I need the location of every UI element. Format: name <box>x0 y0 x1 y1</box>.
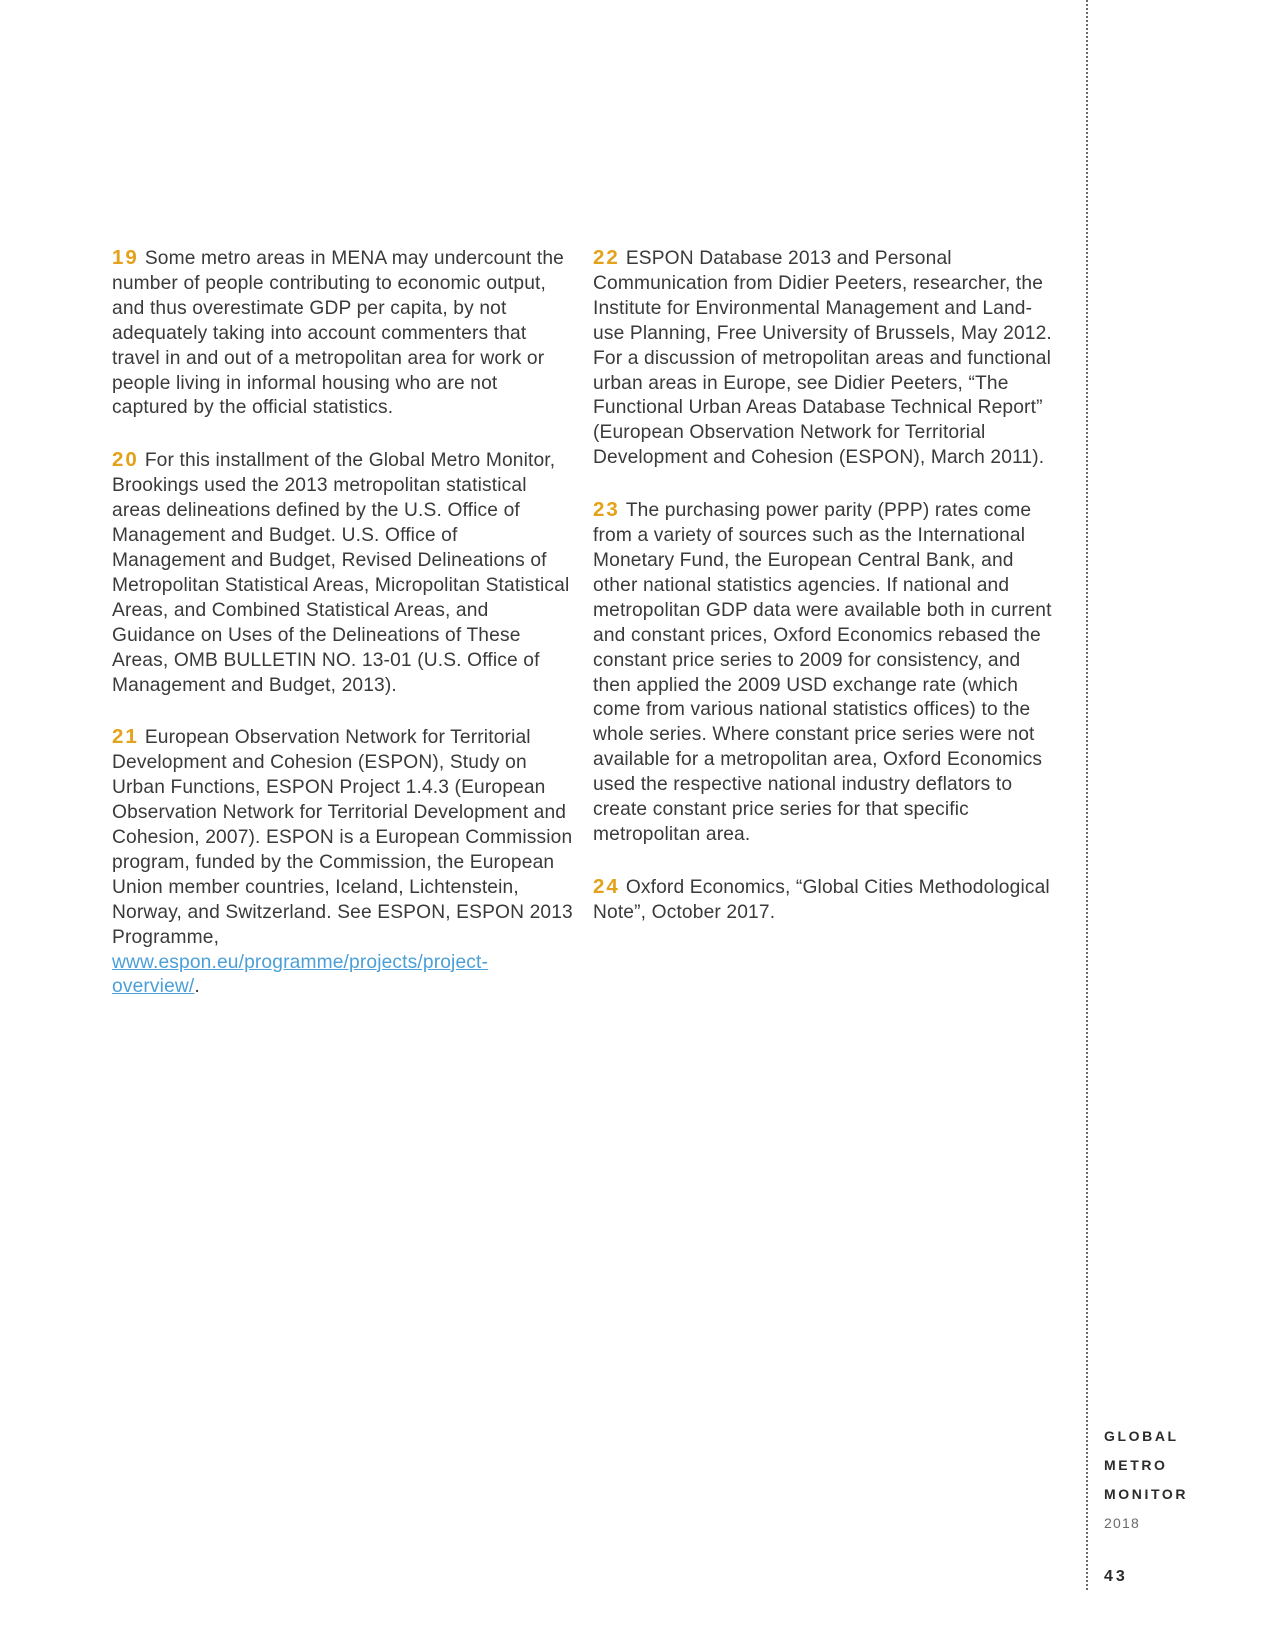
footnote-number: 21 <box>112 725 139 749</box>
footnotes-left-column <box>112 246 574 1027</box>
footnote-text: For this installment of the Global Metro Monitor, Brookings used the 2013 metropolitan statistical areas delineations defined by the U.S. Office of Management and Budget. U.S. Office of Management and Budget, Revised Delineations of Metropolitan Statistical Areas, Micropolitan Statistical Areas, and Combined Statistical Areas, and Guidance on Uses of the Delineations of These Areas, OMB BULLETIN NO. 13-01 (U.S. Office of Management and Budget, 2013). <box>112 450 570 696</box>
footnote-number: 24 <box>593 874 620 898</box>
footnote-22 <box>593 246 1055 471</box>
sidebar-title-metro: METRO <box>1104 1457 1168 1473</box>
sidebar-year: 2018 <box>1104 1515 1140 1531</box>
footnote-24 <box>593 875 1055 926</box>
footnote-text-end: . <box>194 976 200 998</box>
dotted-divider <box>1086 0 1088 1590</box>
sidebar-title-global: GLOBAL <box>1104 1428 1179 1444</box>
footnote-text: European Observation Network for Territorial Development and Cohesion (ESPON), Study on Urban Functions, ESPON Project 1.4.3 (European Observation Network for Territorial Development and Cohesion, 2007). ESPON is a European Commission program, funded by the Commission, the European Union member countries, Iceland, Lichtenstein, Norway, and Switzerland. See ESPON, ESPON 2013 Programme, <box>112 727 573 948</box>
footnotes-right-column <box>593 246 1055 953</box>
footnote-19 <box>112 246 574 421</box>
footnote-number: 22 <box>593 246 620 269</box>
footnote-number: 20 <box>112 448 139 472</box>
footnote-text: Some metro areas in MENA may undercount the number of people contributing to economic output, and thus overestimate GDP per capita, by not adequately taking into account commenters that travel in and out of a metropolitan area for work or people living in informal housing who are not captured by the official statistics. <box>112 248 564 419</box>
footnote-number: 23 <box>593 498 620 522</box>
footnote-23 <box>593 498 1055 848</box>
page-number: 43 <box>1104 1568 1128 1585</box>
espon-link[interactable]: www.espon.eu/programme/projects/project-overview/ <box>112 951 489 998</box>
footnote-20 <box>112 448 574 698</box>
publication-sidebar <box>1104 1422 1188 1538</box>
footnote-text: The purchasing power parity (PPP) rates come from a variety of sources such as the International Monetary Fund, the European Central Bank, and other national statistics agencies. If national and metropolitan GDP data were available both in current and constant prices, Oxford Economics rebased the constant price series to 2009 for consistency, and then applied the 2009 USD exchange rate (which come from various national statistics offices) to the whole series. Where constant price series were not available for a metropolitan area, Oxford Economics used the respective national industry deflators to create constant price series for that specific metropolitan area. <box>593 500 1052 845</box>
footnote-text: ESPON Database 2013 and Personal Communication from Didier Peeters, researcher, the Institute for Environmental Management and Land-use Planning, Free University of Brussels, May 2012. For a discussion of metropolitan areas and functional urban areas in Europe, see Didier Peeters, “The Functional Urban Areas Database Technical Report” (European Observation Network for Territorial Development and Cohesion (ESPON), March 2011). <box>593 248 1052 469</box>
footnote-21 <box>112 725 574 1000</box>
footnote-text: Oxford Economics, “Global Cities Methodological Note”, October 2017. <box>593 876 1050 923</box>
sidebar-title-monitor: MONITOR <box>1104 1486 1189 1502</box>
footnote-number: 19 <box>112 246 139 269</box>
